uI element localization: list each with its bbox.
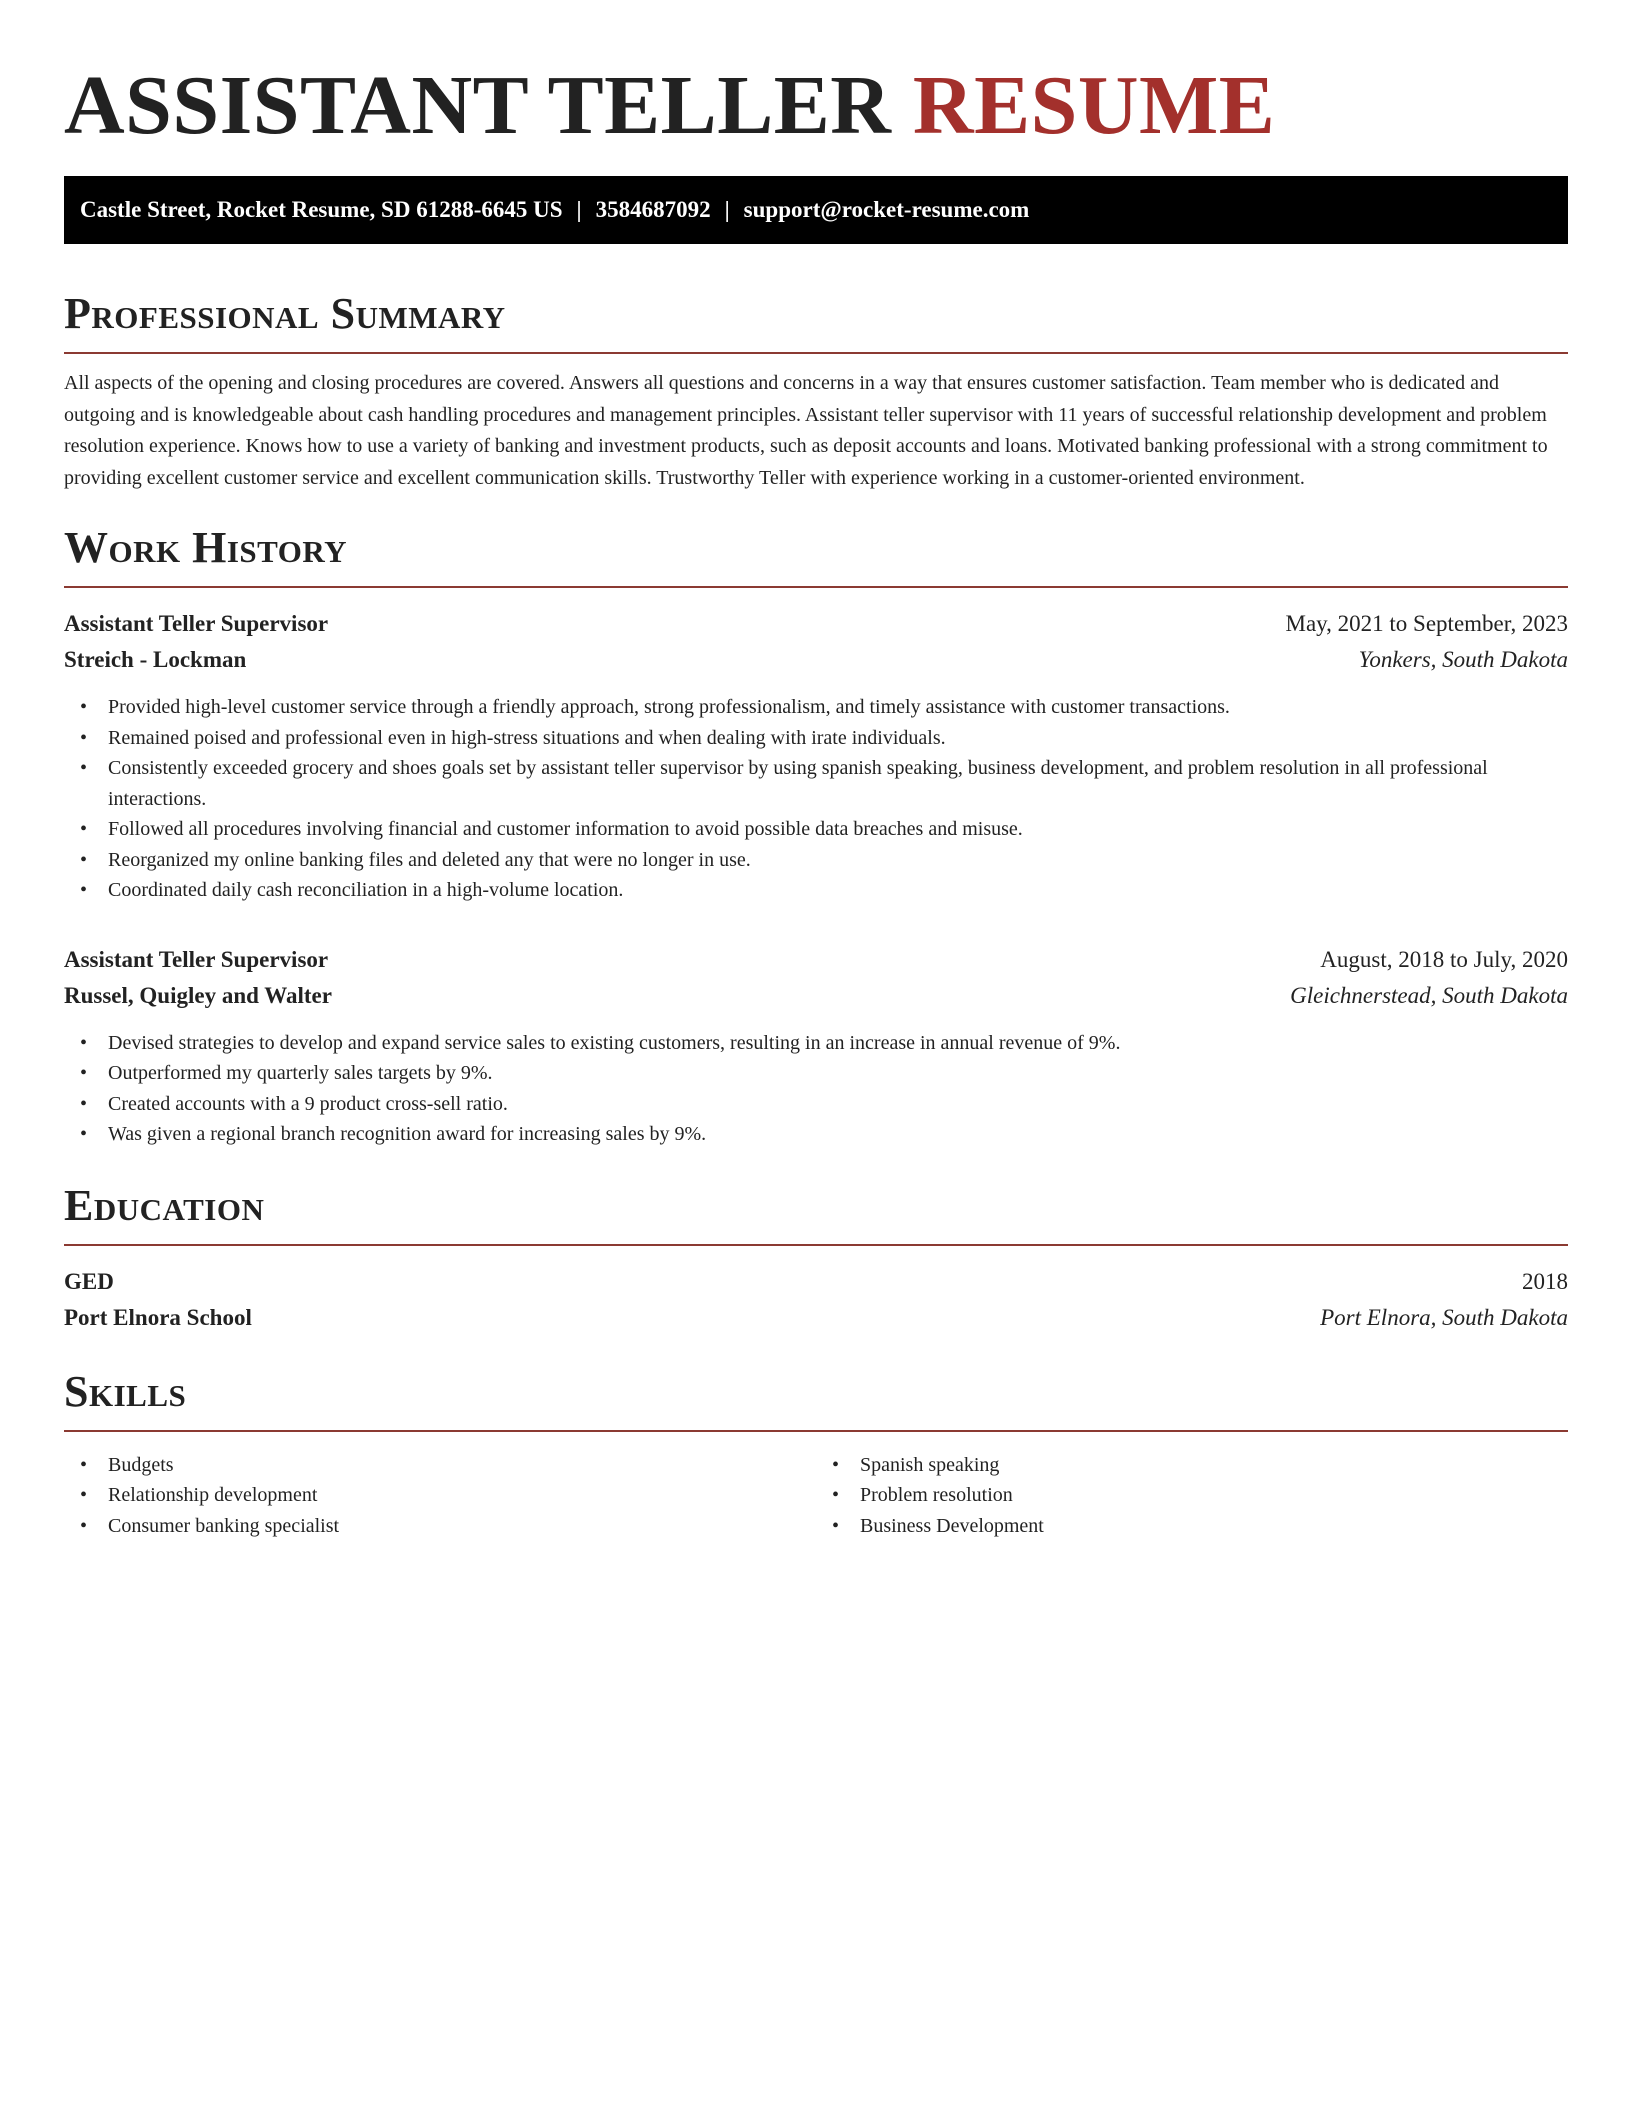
list-item — [64, 1089, 1568, 1120]
section-divider — [64, 1244, 1568, 1246]
education-location: Port Elnora, South Dakota — [1320, 1304, 1568, 1330]
list-item — [816, 1511, 1568, 1542]
bullet-text: Coordinated daily cash reconciliation in a high-volume location. — [108, 879, 624, 901]
skill-text: Relationship development — [108, 1484, 318, 1506]
section-divider — [64, 1430, 1568, 1432]
job-title: Assistant Teller Supervisor — [64, 611, 329, 636]
summary-section — [64, 286, 1568, 494]
list-item — [64, 875, 1568, 906]
job-company-row — [64, 642, 1568, 678]
bullet-icon: • — [80, 818, 88, 840]
list-item — [64, 1511, 816, 1542]
bullet-icon: • — [80, 1062, 88, 1084]
title-accent: RESUME — [912, 59, 1276, 152]
contact-phone: 3584687092 — [595, 197, 711, 222]
page-title — [64, 0, 1568, 156]
bullet-icon: • — [80, 1031, 88, 1054]
bullet-text: Provided high-level customer service through a friendly approach, strong professionalism, and timely assistance with customer transactions. — [108, 696, 1230, 718]
education-school-row — [64, 1300, 1568, 1336]
section-title-skills: Skills — [64, 1366, 187, 1416]
job-company-row — [64, 978, 1568, 1014]
skills-columns — [64, 1450, 1568, 1542]
skill-text: Problem resolution — [860, 1484, 1013, 1506]
job-title-row — [64, 942, 1568, 978]
list-item — [64, 753, 1568, 814]
education-degree-row — [64, 1264, 1568, 1300]
list-item — [64, 814, 1568, 845]
job-entry — [64, 942, 1568, 1150]
section-divider — [64, 352, 1568, 354]
education-degree: GED — [64, 1268, 114, 1294]
education-school: Port Elnora School — [64, 1304, 252, 1330]
list-item — [64, 1119, 1568, 1150]
bullet-icon: • — [80, 1453, 88, 1476]
job-company: Russel, Quigley and Walter — [64, 982, 332, 1008]
bullet-icon: • — [80, 726, 88, 749]
list-item — [816, 1450, 1568, 1481]
job-title: Assistant Teller Supervisor — [64, 946, 329, 972]
skills-column-left — [64, 1450, 816, 1542]
job-location: Gleichnerstead, South Dakota — [1290, 982, 1568, 1008]
bullet-icon: • — [80, 1092, 88, 1115]
bullet-icon: • — [832, 1453, 840, 1476]
bullet-icon: • — [80, 1123, 88, 1145]
section-title-work-history: Work History — [64, 523, 348, 572]
contact-separator: | — [724, 197, 730, 222]
bullet-icon: • — [80, 1514, 88, 1537]
job-entry — [64, 606, 1568, 906]
bullet-icon: • — [832, 1484, 840, 1506]
title-main: ASSISTANT TELLER — [64, 59, 892, 152]
section-title-summary: Professional Summary — [64, 289, 506, 338]
skill-text: Consumer banking specialist — [108, 1514, 340, 1537]
job-dates: August, 2018 to July, 2020 — [1320, 946, 1568, 972]
contact-email: support@rocket-resume.com — [743, 197, 1030, 222]
list-item — [64, 1028, 1568, 1059]
education-entry — [64, 1264, 1568, 1336]
job-title-row — [64, 606, 1568, 642]
bullet-icon: • — [80, 879, 88, 901]
list-item — [64, 692, 1568, 723]
bullet-icon: • — [80, 757, 88, 779]
bullet-text: Created accounts with a 9 product cross-sell ratio. — [108, 1092, 508, 1115]
work-history-section — [64, 520, 1568, 1150]
bullet-text: Consistently exceeded grocery and shoes goals set by assistant teller supervisor by using spanish speaking, business development, and problem resolution in all professional interactions. — [108, 757, 1488, 810]
job-bullets — [64, 1028, 1568, 1150]
skill-text: Spanish speaking — [860, 1453, 1000, 1476]
skills-column-right — [816, 1450, 1568, 1542]
contact-bar — [64, 176, 1568, 244]
skill-text: Business Development — [860, 1514, 1044, 1537]
list-item — [64, 1480, 816, 1511]
list-item — [64, 1450, 816, 1481]
job-company: Streich - Lockman — [64, 647, 247, 672]
job-dates: May, 2021 to September, 2023 — [1285, 611, 1568, 636]
section-title-education: Education — [64, 1180, 265, 1230]
skills-section — [64, 1364, 1568, 1542]
summary-text: All aspects of the opening and closing procedures are covered. Answers all questions and concerns in a way that ensures customer satisfaction. Team member who is dedicated and outgoing and is knowledgeable about cash handling procedures and management principles. Assistant teller supervisor with 11 years of successful relationship development and problem resolution experience. Knows how to use a variety of banking and investment products, such as deposit accounts and loans. Motivated banking professional with a strong commitment to providing excellent customer service and excellent communication skills. Trustworthy Teller with experience working in a customer-oriented environment. — [64, 372, 1548, 489]
bullet-text: Followed all procedures involving financial and customer information to avoid possible data breaches and misuse. — [108, 818, 1023, 840]
skill-text: Budgets — [108, 1453, 174, 1476]
bullet-icon: • — [80, 1484, 88, 1506]
job-location: Yonkers, South Dakota — [1358, 647, 1568, 672]
list-item — [64, 845, 1568, 876]
bullet-icon: • — [80, 848, 88, 871]
bullet-text: Was given a regional branch recognition award for increasing sales by 9%. — [108, 1123, 707, 1145]
education-year: 2018 — [1522, 1268, 1568, 1294]
job-bullets — [64, 692, 1568, 906]
bullet-text: Reorganized my online banking files and deleted any that were no longer in use. — [108, 848, 751, 871]
bullet-icon: • — [832, 1514, 840, 1537]
list-item — [64, 723, 1568, 754]
section-divider — [64, 586, 1568, 588]
contact-address: Castle Street, Rocket Resume, SD 61288-6645 US — [80, 197, 563, 222]
list-item — [64, 1058, 1568, 1089]
bullet-icon: • — [80, 696, 88, 718]
bullet-text: Devised strategies to develop and expand service sales to existing customers, resulting in an increase in annual revenue of 9%. — [108, 1031, 1121, 1054]
list-item — [816, 1480, 1568, 1511]
contact-separator: | — [576, 197, 582, 222]
bullet-text: Remained poised and professional even in high-stress situations and when dealing with irate individuals. — [108, 726, 946, 749]
education-section — [64, 1178, 1568, 1336]
bullet-text: Outperformed my quarterly sales targets by 9%. — [108, 1062, 493, 1084]
